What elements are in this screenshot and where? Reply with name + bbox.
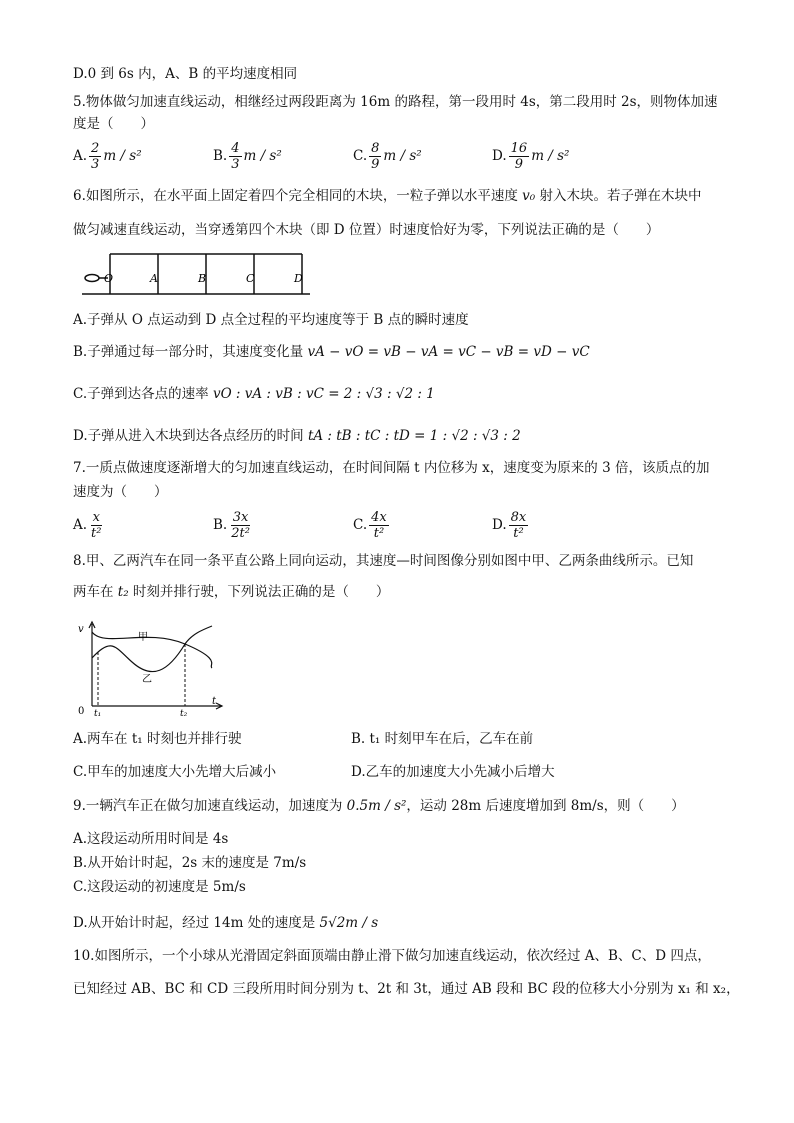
bullet-icon bbox=[85, 275, 99, 282]
curve-label-yi: 乙 bbox=[142, 674, 152, 685]
fraction: $\frac{8x}{\text{t²}}$ bbox=[510, 510, 527, 541]
q8-option-a: A.两车在 t₁ 时刻也并排行驶 bbox=[73, 731, 242, 747]
wood-blocks-figure bbox=[80, 248, 312, 298]
q7-option-d: D. $\frac{8x}{\text{t²}}$ bbox=[492, 510, 527, 541]
q10-stem-line1: 10.如图所示，一个小球从光滑固定斜面顶端由静止滑下做匀加速直线运动，依次经过 A、B、C、D 四点， bbox=[73, 948, 711, 964]
q8-stem-line1: 8.甲、乙两汽车在同一条平直公路上同向运动，其速度—时间图像分别如图中甲、乙两条曲线所示。已知 bbox=[73, 553, 694, 569]
q6-option-a: A.子弹从 O 点运动到 D 点全过程的平均速度等于 B 点的瞬时速度 bbox=[73, 312, 469, 328]
q5-option-a: A. $\frac{2}{3}$ m / s² bbox=[73, 141, 142, 172]
origin-label: 0 bbox=[78, 706, 85, 717]
q6-option-d: D.子弹从进入木块到达各点经历的时间 tA : tB : tC : tD = 1 : √2 : √3 : 2 bbox=[73, 428, 521, 444]
fraction: $\frac{4x}{\text{t²}}$ bbox=[371, 510, 387, 541]
q8-option-b: B. t₁ 时刻甲车在后，乙车在前 bbox=[351, 731, 534, 747]
q5-option-b: B. $\frac{4}{3}$ m / s² bbox=[213, 141, 282, 172]
q8-stem-line2: 两车在 t₂ 时刻并排行驶，下列说法正确的是（ ） bbox=[73, 584, 390, 600]
q7-option-c: C. $\frac{4x}{\text{t²}}$ bbox=[353, 510, 387, 541]
tick-label-t2: t₂ bbox=[180, 709, 188, 718]
q5-option-d: D. $\frac{16}{9}$ m / s² bbox=[492, 141, 570, 172]
q4-option-d: D.0 到 6s 内，A、B 的平均速度相同 bbox=[73, 66, 298, 82]
curve-yi bbox=[92, 626, 212, 672]
q6-stem-line2: 做匀减速直线运动，当穿透第四个木块（即 D 位置）时速度恰好为零，下列说法正确的是（ ） bbox=[73, 222, 660, 238]
q9-option-d: D.从开始计时起，经过 14m 处的速度是 5√2m / s bbox=[73, 915, 379, 931]
fraction: $\frac{4}{3}$ bbox=[231, 141, 240, 172]
q5-option-c: C. $\frac{8}{9}$ m / s² bbox=[353, 141, 422, 172]
axis-label-t: t bbox=[212, 696, 217, 707]
t2-symbol: t₂ bbox=[117, 584, 129, 600]
q8-option-d: D.乙车的加速度大小先减小后增大 bbox=[351, 764, 555, 780]
q9d-speed: 5√2m / s bbox=[319, 915, 379, 931]
q9-option-a: A.这段运动所用时间是 4s bbox=[73, 831, 229, 847]
velocity-time-graph bbox=[72, 618, 232, 718]
curve-label-jia: 甲 bbox=[138, 632, 148, 643]
curve-jia bbox=[92, 632, 212, 668]
q6d-formula: tA : tB : tC : tD = 1 : √2 : √3 : 2 bbox=[307, 428, 521, 444]
fraction: $\frac{3x}{\text{2t²}}$ bbox=[231, 510, 250, 541]
q6-option-c: C.子弹到达各点的速率 vO : vA : vB : vC = 2 : √3 : √2 : 1 bbox=[73, 386, 435, 402]
q9-option-c: C.这段运动的初速度是 5m/s bbox=[73, 879, 246, 895]
q9-option-b: B.从开始计时起，2s 末的速度是 7m/s bbox=[73, 855, 307, 871]
fraction: $\frac{8}{9}$ bbox=[371, 141, 380, 172]
q6-option-b: B.子弹通过每一部分时，其速度变化量 vA − vO = vB − vA = vC − vB = vD − vC bbox=[73, 344, 590, 360]
q8-option-c: C.甲车的加速度大小先增大后减小 bbox=[73, 764, 277, 780]
q7-option-a: A. $\frac{x}{\text{t²}}$ bbox=[73, 510, 102, 541]
point-label-c: C bbox=[246, 272, 255, 285]
q7-stem-line1: 7.一质点做速度逐渐增大的匀加速直线运动，在时间间隔 t 内位移为 x，速度变为原来的 3 倍，该质点的加 bbox=[73, 460, 710, 476]
v0-symbol: v₀ bbox=[522, 188, 536, 204]
q6b-formula: vA − vO = vB − vA = vC − vB = vD − vC bbox=[307, 344, 590, 360]
fraction: $\frac{16}{9}$ bbox=[510, 141, 528, 172]
q10-stem-line2: 已知经过 AB、BC 和 CD 三段所用时间分别为 t、2t 和 3t，通过 AB 段和 BC 段的位移大小分别为 x₁ 和 x₂， bbox=[73, 981, 740, 997]
point-label-o: O bbox=[104, 272, 114, 285]
q6-stem-line1: 6.如图所示，在水平面上固定着四个完全相同的木块，一粒子弹以水平速度 v₀ 射入木块。若子弹在木块中 bbox=[73, 188, 702, 204]
point-label-b: B bbox=[198, 272, 207, 285]
point-label-d: D bbox=[294, 272, 303, 285]
point-label-a: A bbox=[150, 272, 158, 285]
q9-stem: 9.一辆汽车正在做匀加速直线运动，加速度为 0.5m / s²，运动 28m 后速度增加到 8m/s，则（ ） bbox=[73, 798, 685, 814]
q9-accel: 0.5m / s² bbox=[346, 798, 407, 814]
q5-stem-line2: 度是（ ） bbox=[73, 116, 154, 132]
tick-label-t1: t₁ bbox=[94, 709, 102, 718]
fraction: $\frac{x}{\text{t²}}$ bbox=[91, 510, 102, 541]
q6c-formula: vO : vA : vB : vC = 2 : √3 : √2 : 1 bbox=[212, 386, 435, 402]
axis-label-v: v bbox=[78, 624, 84, 635]
q7-stem-line2: 速度为（ ） bbox=[73, 484, 168, 500]
fraction: $\frac{2}{3}$ bbox=[91, 141, 100, 172]
q5-stem-line1: 5.物体做匀加速直线运动，相继经过两段距离为 16m 的路程，第一段用时 4s，第二段用时 2s，则物体加速 bbox=[73, 94, 718, 110]
q7-option-b: B. $\frac{3x}{\text{2t²}}$ bbox=[213, 510, 250, 541]
